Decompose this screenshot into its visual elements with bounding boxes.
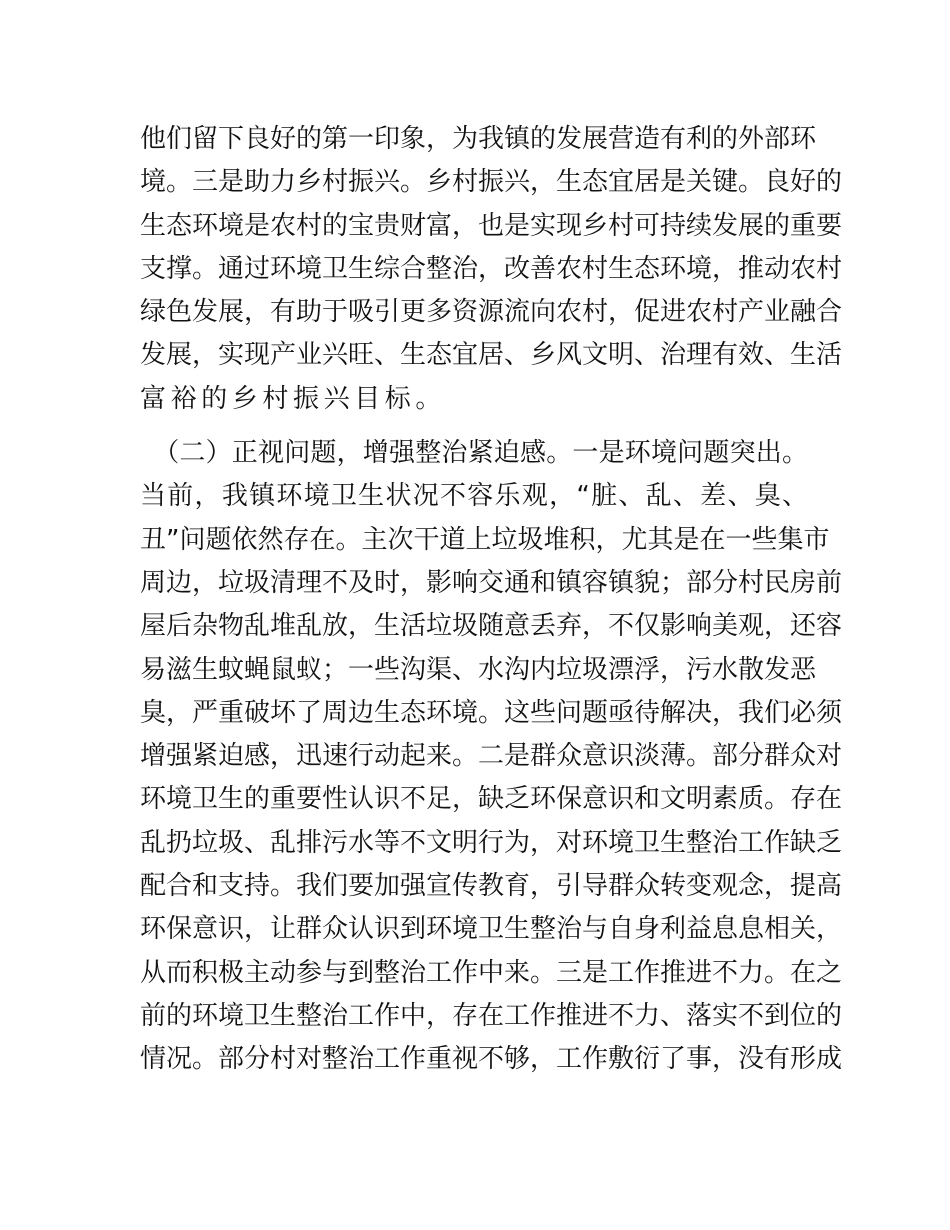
text-line: 乱扔垃圾、乱排污水等不文明行为，对环境卫生整治工作缺乏 [140, 827, 843, 858]
text-line: 臭，严重破坏了周边生态环境。这些问题亟待解决，我们必须 [140, 697, 843, 728]
text-line: 情况。部分村对整治工作重视不够，工作敷衍了事，没有形成 [140, 1044, 843, 1075]
document-page [140, 118, 843, 1082]
text-line: 富裕的乡村振兴目标。 [140, 383, 447, 414]
text-line: 丑”问题依然存在。主次干道上垃圾堆积，尤其是在一些集市 [140, 524, 830, 555]
text-line: 配合和支持。我们要加强宣传教育，引导群众转变观念，提高 [140, 871, 843, 902]
text-line: 增强紧迫感，迅速行动起来。二是群众意识淡薄。部分群众对 [140, 741, 843, 772]
text-line: 环保意识，让群众认识到环境卫生整治与自身利益息息相关， [140, 914, 843, 945]
text-line: 环境卫生的重要性认识不足，缺乏环保意识和文明素质。存在 [140, 784, 843, 815]
paragraph-1 [140, 118, 843, 421]
section-heading-line: （二）正视问题，增强整治紧迫感。一是环境问题突出。 [140, 438, 808, 469]
text-line: 当前，我镇环境卫生状况不容乐观，“脏、乱、差、臭、 [140, 481, 808, 512]
text-line: 屋后杂物乱堆乱放，生活垃圾随意丢弃，不仅影响美观，还容 [140, 611, 843, 642]
text-line: 绿色发展，有助于吸引更多资源流向农村，促进农村产业融合 [140, 297, 843, 328]
text-line: 生态环境是农村的宝贵财富，也是实现乡村可持续发展的重要 [140, 210, 843, 241]
text-line: 从而积极主动参与到整治工作中来。三是工作推进不力。在之 [140, 957, 843, 988]
text-line: 易滋生蚊蝇鼠蚁；一些沟渠、水沟内垃圾漂浮，污水散发恶 [140, 654, 817, 685]
text-line: 支撑。通过环境卫生综合整治，改善农村生态环境，推动农村 [140, 253, 843, 284]
paragraph-2 [140, 432, 843, 1081]
text-line: 前的环境卫生整治工作中，存在工作推进不力、落实不到位的 [140, 1000, 843, 1031]
text-line: 发展，实现产业兴旺、生态宜居、乡风文明、治理有效、生活 [140, 340, 843, 371]
text-line: 他们留下良好的第一印象，为我镇的发展营造有利的外部环 [140, 124, 817, 154]
text-line: 周边，垃圾清理不及时，影响交通和镇容镇貌；部分村民房前 [140, 567, 843, 598]
text-line: 境。三是助力乡村振兴。乡村振兴，生态宜居是关键。良好的 [140, 167, 843, 198]
